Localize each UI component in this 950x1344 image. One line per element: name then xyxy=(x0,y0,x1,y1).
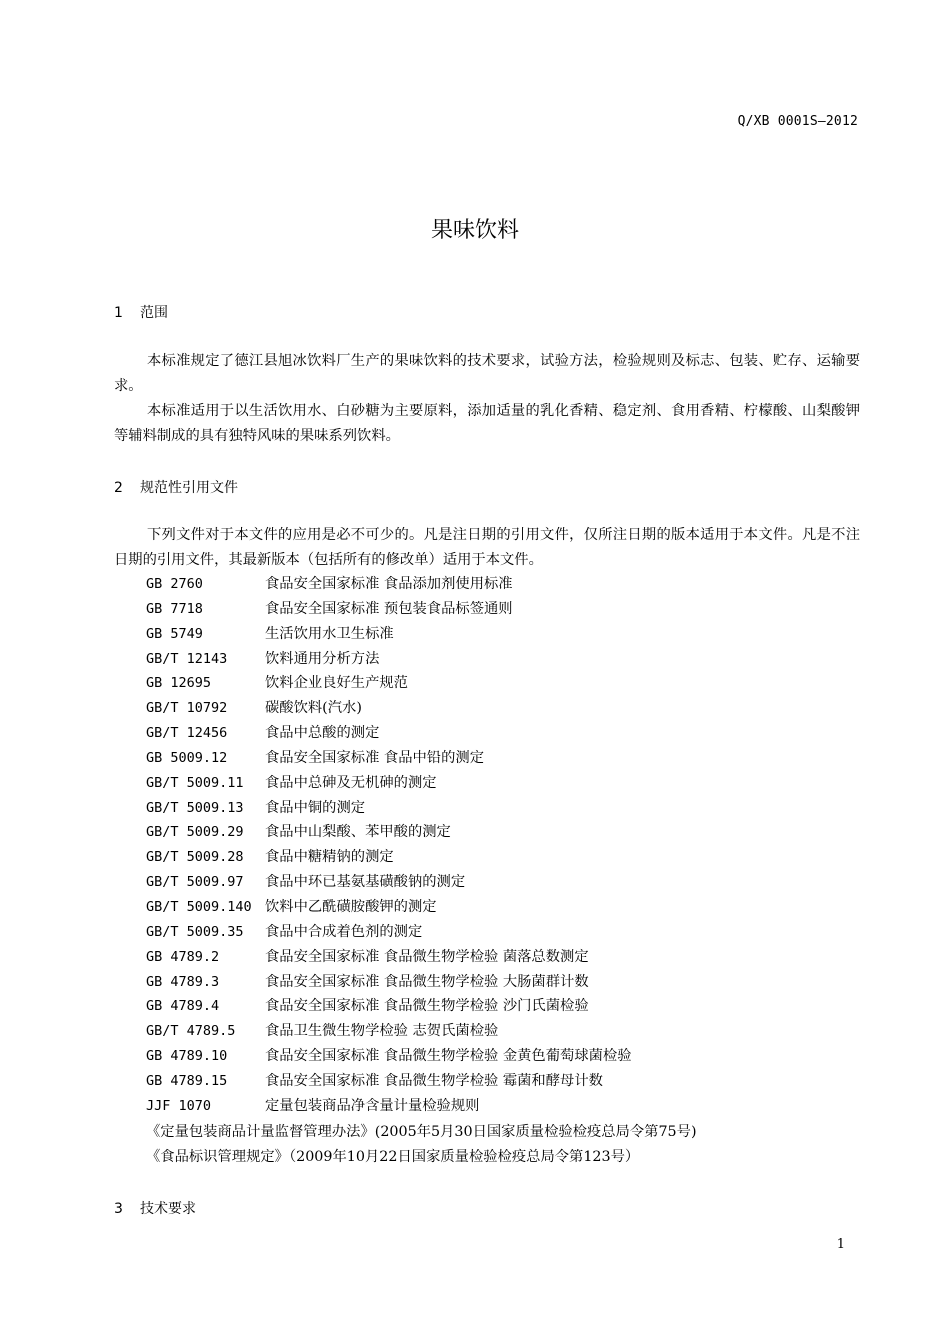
reference-item xyxy=(146,671,632,696)
reference-item xyxy=(146,1044,632,1069)
document-title: 果味饮料 xyxy=(430,218,519,243)
reference-item xyxy=(146,970,632,995)
section-title: 规范性引用文件 xyxy=(140,480,238,496)
reference-item xyxy=(146,895,632,920)
reference-item xyxy=(146,870,632,895)
section-heading-normative-references xyxy=(114,477,238,497)
regulation-reference: 《食品标识管理规定》（2009年10月22日国家质量检验检疫总局令第123号） xyxy=(146,1149,640,1165)
section-heading-technical-requirements xyxy=(114,1198,196,1218)
reference-name: 定量包装商品净含量计量检验规则 xyxy=(265,1097,480,1114)
reference-name: 食品安全国家标准 食品添加剂使用标准 xyxy=(265,576,513,592)
section-number: 3 xyxy=(114,1201,123,1217)
reference-item xyxy=(146,572,632,597)
page-number: 1 xyxy=(836,1237,845,1252)
reference-code: GB 5749 xyxy=(146,625,203,642)
section-number: 2 xyxy=(114,480,123,496)
reference-code: GB 7718 xyxy=(146,600,203,617)
section-title: 技术要求 xyxy=(140,1201,196,1217)
reference-code: GB/T 5009.29 xyxy=(146,824,244,841)
reference-item xyxy=(146,945,632,970)
reference-name: 饮料通用分析方法 xyxy=(265,650,380,667)
reference-item xyxy=(146,994,632,1019)
reference-code: GB 5009.12 xyxy=(146,749,228,766)
reference-code: GB/T 5009.97 xyxy=(146,874,244,891)
reference-code: JJF 1070 xyxy=(146,1097,212,1114)
reference-code: GB/T 12143 xyxy=(146,650,228,667)
reference-name: 食品中铜的测定 xyxy=(265,799,366,816)
reference-item xyxy=(146,746,632,771)
reference-code: GB 4789.2 xyxy=(146,948,220,965)
reference-item xyxy=(146,647,632,672)
reference-name: 饮料中乙酰磺胺酸钾的测定 xyxy=(265,898,437,915)
reference-name: 食品卫生微生物学检验 志贺氏菌检验 xyxy=(265,1023,499,1040)
reference-name: 食品中环已基氨基磺酸钠的测定 xyxy=(265,874,466,891)
references-intro-paragraph: 下列文件对于本文件的应用是必不可少的。凡是注日期的引用文件，仅所注日期的版本适用于本文件。凡是不注日期的引用文件，其最新版本（包括所有的修改单）适用于本文件。 xyxy=(114,527,860,568)
reference-item xyxy=(146,696,632,721)
reference-code: GB/T 10792 xyxy=(146,700,228,717)
section-title: 范围 xyxy=(140,305,168,321)
reference-name: 食品中糖精钠的测定 xyxy=(265,849,394,866)
reference-item xyxy=(146,622,632,647)
reference-list xyxy=(146,572,632,1119)
regulation-reference: 《定量包装商品计量监督管理办法》(2005年5月30日国家质量检验检疫总局令第75号) xyxy=(146,1124,697,1140)
reference-name: 食品安全国家标准 食品微生物学检验 霉菌和酵母计数 xyxy=(265,1072,603,1089)
reference-item xyxy=(146,1094,632,1119)
reference-name: 生活饮用水卫生标准 xyxy=(265,625,394,642)
section-number: 1 xyxy=(114,305,123,321)
reference-name: 食品中总砷及无机砷的测定 xyxy=(265,774,437,791)
reference-code: GB/T 5009.11 xyxy=(146,774,244,791)
reference-name: 食品安全国家标准 食品微生物学检验 菌落总数测定 xyxy=(265,948,589,965)
reference-code: GB/T 5009.35 xyxy=(146,923,244,940)
reference-name: 食品中山梨酸、苯甲酸的测定 xyxy=(265,824,451,841)
reference-name: 食品安全国家标准 食品中铅的测定 xyxy=(265,749,484,766)
reference-code: GB/T 5009.13 xyxy=(146,799,244,816)
reference-item xyxy=(146,597,632,622)
reference-name: 碳酸饮料(汽水) xyxy=(265,700,362,717)
reference-code: GB/T 12456 xyxy=(146,725,228,742)
reference-code: GB/T 4789.5 xyxy=(146,1023,236,1040)
reference-item xyxy=(146,820,632,845)
reference-code: GB 12695 xyxy=(146,675,212,692)
reference-name: 食品安全国家标准 食品微生物学检验 金黄色葡萄球菌检验 xyxy=(265,1048,632,1065)
reference-item xyxy=(146,771,632,796)
reference-item xyxy=(146,721,632,746)
reference-code: GB 4789.4 xyxy=(146,998,220,1015)
section-heading-scope xyxy=(114,302,168,322)
reference-code: GB/T 5009.140 xyxy=(146,898,252,915)
reference-code: GB 4789.10 xyxy=(146,1048,228,1065)
reference-item xyxy=(146,1069,632,1094)
reference-code: GB 4789.3 xyxy=(146,973,220,990)
reference-code: GB/T 5009.28 xyxy=(146,849,244,866)
reference-item xyxy=(146,1019,632,1044)
reference-name: 食品安全国家标准 预包装食品标签通则 xyxy=(265,600,513,617)
reference-code: GB 2760 xyxy=(146,576,203,592)
reference-item xyxy=(146,920,632,945)
scope-paragraph-2: 本标准适用于以生活饮用水、白砂糖为主要原料，添加适量的乳化香精、稳定剂、食用香精、柠檬酸、山梨酸钾等辅料制成的具有独特风味的果味系列饮料。 xyxy=(114,403,860,444)
reference-name: 饮料企业良好生产规范 xyxy=(265,675,408,692)
reference-code: GB 4789.15 xyxy=(146,1072,228,1089)
scope-paragraph-1: 本标准规定了德江县旭冰饮料厂生产的果味饮料的技术要求，试验方法，检验规则及标志、包装、贮存、运输要求。 xyxy=(114,353,860,394)
reference-name: 食品安全国家标准 食品微生物学检验 沙门氏菌检验 xyxy=(265,998,589,1015)
reference-name: 食品安全国家标准 食品微生物学检验 大肠菌群计数 xyxy=(265,973,589,990)
reference-name: 食品中合成着色剂的测定 xyxy=(265,923,423,940)
reference-item xyxy=(146,845,632,870)
document-code: Q/XB 0001S—2012 xyxy=(737,114,858,129)
reference-name: 食品中总酸的测定 xyxy=(265,725,380,742)
reference-item xyxy=(146,796,632,821)
